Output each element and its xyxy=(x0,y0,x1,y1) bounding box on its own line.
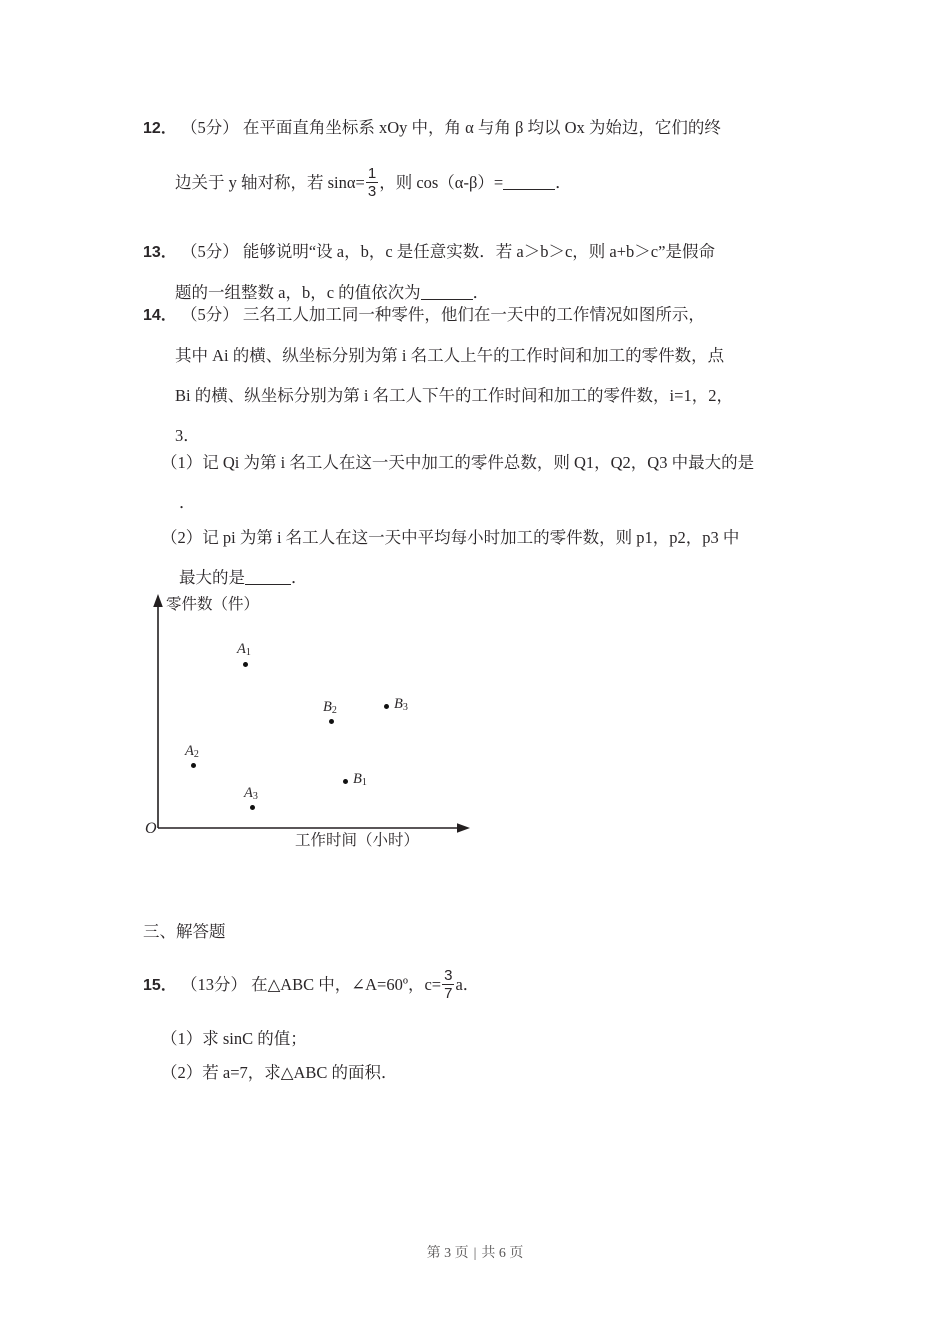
question-15-text-1: 在△ABC 中，∠A=60º，c= xyxy=(251,975,442,994)
data-point-label-B1 xyxy=(353,771,367,788)
question-12-answer-blank[interactable] xyxy=(503,173,555,191)
question-14-subpart-1-line-1 xyxy=(143,443,843,483)
fraction-three-sevenths xyxy=(442,968,454,1003)
label-sub-A2: 2 xyxy=(193,749,199,760)
subpart-2-text-b: 最大的是 xyxy=(179,568,245,587)
question-15-subparts xyxy=(143,1022,843,1090)
question-13-number: 13． xyxy=(143,244,177,261)
q15-subpart-1-text: 求 sinC 的值； xyxy=(202,1029,307,1048)
question-15-line-1 xyxy=(143,965,843,1006)
label-sub-A3: 3 xyxy=(252,791,258,802)
question-14-subpart-2-line-1 xyxy=(143,518,843,558)
question-14-line-2 xyxy=(143,336,843,376)
question-15-subpart-1 xyxy=(143,1022,843,1056)
q15-subpart-2-label: （2） xyxy=(161,1063,203,1082)
y-axis-arrowhead xyxy=(153,594,163,607)
question-12-line-1 xyxy=(143,108,843,149)
data-point-A2 xyxy=(191,763,196,768)
chart-axes xyxy=(140,588,500,838)
subpart-1-text: 记 Qi 为第 i 名工人在这一天中加工的零件总数，则 Q1，Q2，Q3 中最大的是 xyxy=(202,453,755,472)
question-12-text-3: ，则 cos（α‑β）= xyxy=(379,173,504,192)
label-letter-B1: B xyxy=(353,771,362,787)
label-letter-A2: A xyxy=(185,743,194,759)
data-point-label-A3 xyxy=(244,785,258,802)
question-12-number: 12． xyxy=(143,120,177,137)
label-letter-A3: A xyxy=(244,785,253,801)
fraction-denominator: 3 xyxy=(367,183,377,201)
data-point-label-A2 xyxy=(185,743,199,760)
question-14-points: （5分） xyxy=(180,305,239,324)
y-axis-label: 零件数（件） xyxy=(166,596,260,613)
label-letter-B2: B xyxy=(323,699,332,715)
data-point-label-A1 xyxy=(237,641,251,658)
label-sub-A1: 1 xyxy=(245,647,251,658)
question-14-number: 14． xyxy=(143,307,177,324)
question-14-line-1 xyxy=(143,295,843,336)
question-13-text-2: 题的一组整数 a，b，c 的值依次为 xyxy=(175,283,421,302)
data-point-B1 xyxy=(343,779,348,784)
question-14 xyxy=(143,295,843,456)
question-12 xyxy=(143,108,843,203)
question-14-text-3: Bi 的横、纵坐标分别为第 i 名工人下午的工作时间和加工的零件数，i=1，2， xyxy=(175,386,733,405)
footer-total-pages: 共 6 页 xyxy=(481,1246,524,1261)
fraction-numerator: 1 xyxy=(367,164,377,182)
question-14-subpart-1 xyxy=(143,443,843,523)
question-14-text-1: 三名工人加工同一种零件，他们在一天中的工作情况如图所示， xyxy=(242,305,705,324)
question-14-line-3 xyxy=(143,376,843,416)
question-15-number: 15． xyxy=(143,977,177,994)
question-12-line-2 xyxy=(143,163,843,203)
footer-current-page: 第 3 页 xyxy=(426,1246,469,1261)
x-axis-arrowhead xyxy=(457,823,470,833)
subpart-2-answer-blank[interactable] xyxy=(245,568,291,586)
data-point-label-B2 xyxy=(323,699,337,716)
subpart-2-text: 记 pi 为第 i 名工人在这一天中平均每小时加工的零件数，则 p1，p2，p3 中 xyxy=(202,528,740,547)
question-14-subpart-1-line-2 xyxy=(143,483,843,523)
data-point-B2 xyxy=(329,719,334,724)
question-13-points: （5分） xyxy=(180,242,239,261)
q15-subpart-2-text: 若 a=7，求△ABC 的面积． xyxy=(202,1063,398,1082)
fraction-one-third xyxy=(366,166,378,201)
origin-label: O xyxy=(145,820,157,837)
data-point-B3 xyxy=(384,704,389,709)
question-13-period: ． xyxy=(472,283,490,302)
question-12-points: （5分） xyxy=(180,118,239,137)
question-12-text-2: 边关于 y 轴对称，若 sinα= xyxy=(175,173,365,192)
section-heading-answers: 三、解答题 xyxy=(143,922,226,941)
question-15-points: （13分） xyxy=(180,975,247,994)
question-15 xyxy=(143,965,843,1006)
question-14-subpart-2 xyxy=(143,518,843,598)
q15-subpart-1-label: （1） xyxy=(161,1029,203,1048)
label-sub-B3: 3 xyxy=(402,702,408,713)
question-15-text-2: a． xyxy=(455,975,480,994)
label-letter-B3: B xyxy=(394,696,403,712)
fraction-denominator-15: 7 xyxy=(444,985,453,1003)
worker-output-scatter-chart xyxy=(140,588,500,863)
label-sub-B2: 2 xyxy=(331,705,337,716)
question-14-text-2: 其中 Ai 的横、纵坐标分别为第 i 名工人上午的工作时间和加工的零件数，点 xyxy=(175,346,725,365)
footer-separator: | xyxy=(473,1246,477,1261)
question-15-subpart-2 xyxy=(143,1056,843,1090)
x-axis-label: 工作时间（小时） xyxy=(295,832,420,849)
subpart-1-period: ． xyxy=(179,493,196,512)
subpart-2-label: （2） xyxy=(161,528,203,547)
subpart-1-label: （1） xyxy=(161,453,203,472)
data-point-A3 xyxy=(250,805,255,810)
data-point-label-B3 xyxy=(394,696,408,713)
fraction-numerator-15: 3 xyxy=(444,966,453,984)
page-footer xyxy=(0,1242,950,1262)
question-13-line-1 xyxy=(143,232,843,273)
label-letter-A1: A xyxy=(237,641,246,657)
question-14-text-4: 3． xyxy=(175,426,200,445)
subpart-2-period: ． xyxy=(291,568,308,587)
question-12-period: ． xyxy=(555,173,572,192)
question-12-text-1: 在平面直角坐标系 xOy 中，角 α 与角 β 均以 Ox 为始边，它们的终 xyxy=(242,118,721,137)
label-sub-B1: 1 xyxy=(361,777,367,788)
data-point-A1 xyxy=(243,662,248,667)
question-13-text-1: 能够说明“设 a，b，c 是任意实数．若 a＞b＞c，则 a+b＞c”是假命 xyxy=(242,242,715,261)
